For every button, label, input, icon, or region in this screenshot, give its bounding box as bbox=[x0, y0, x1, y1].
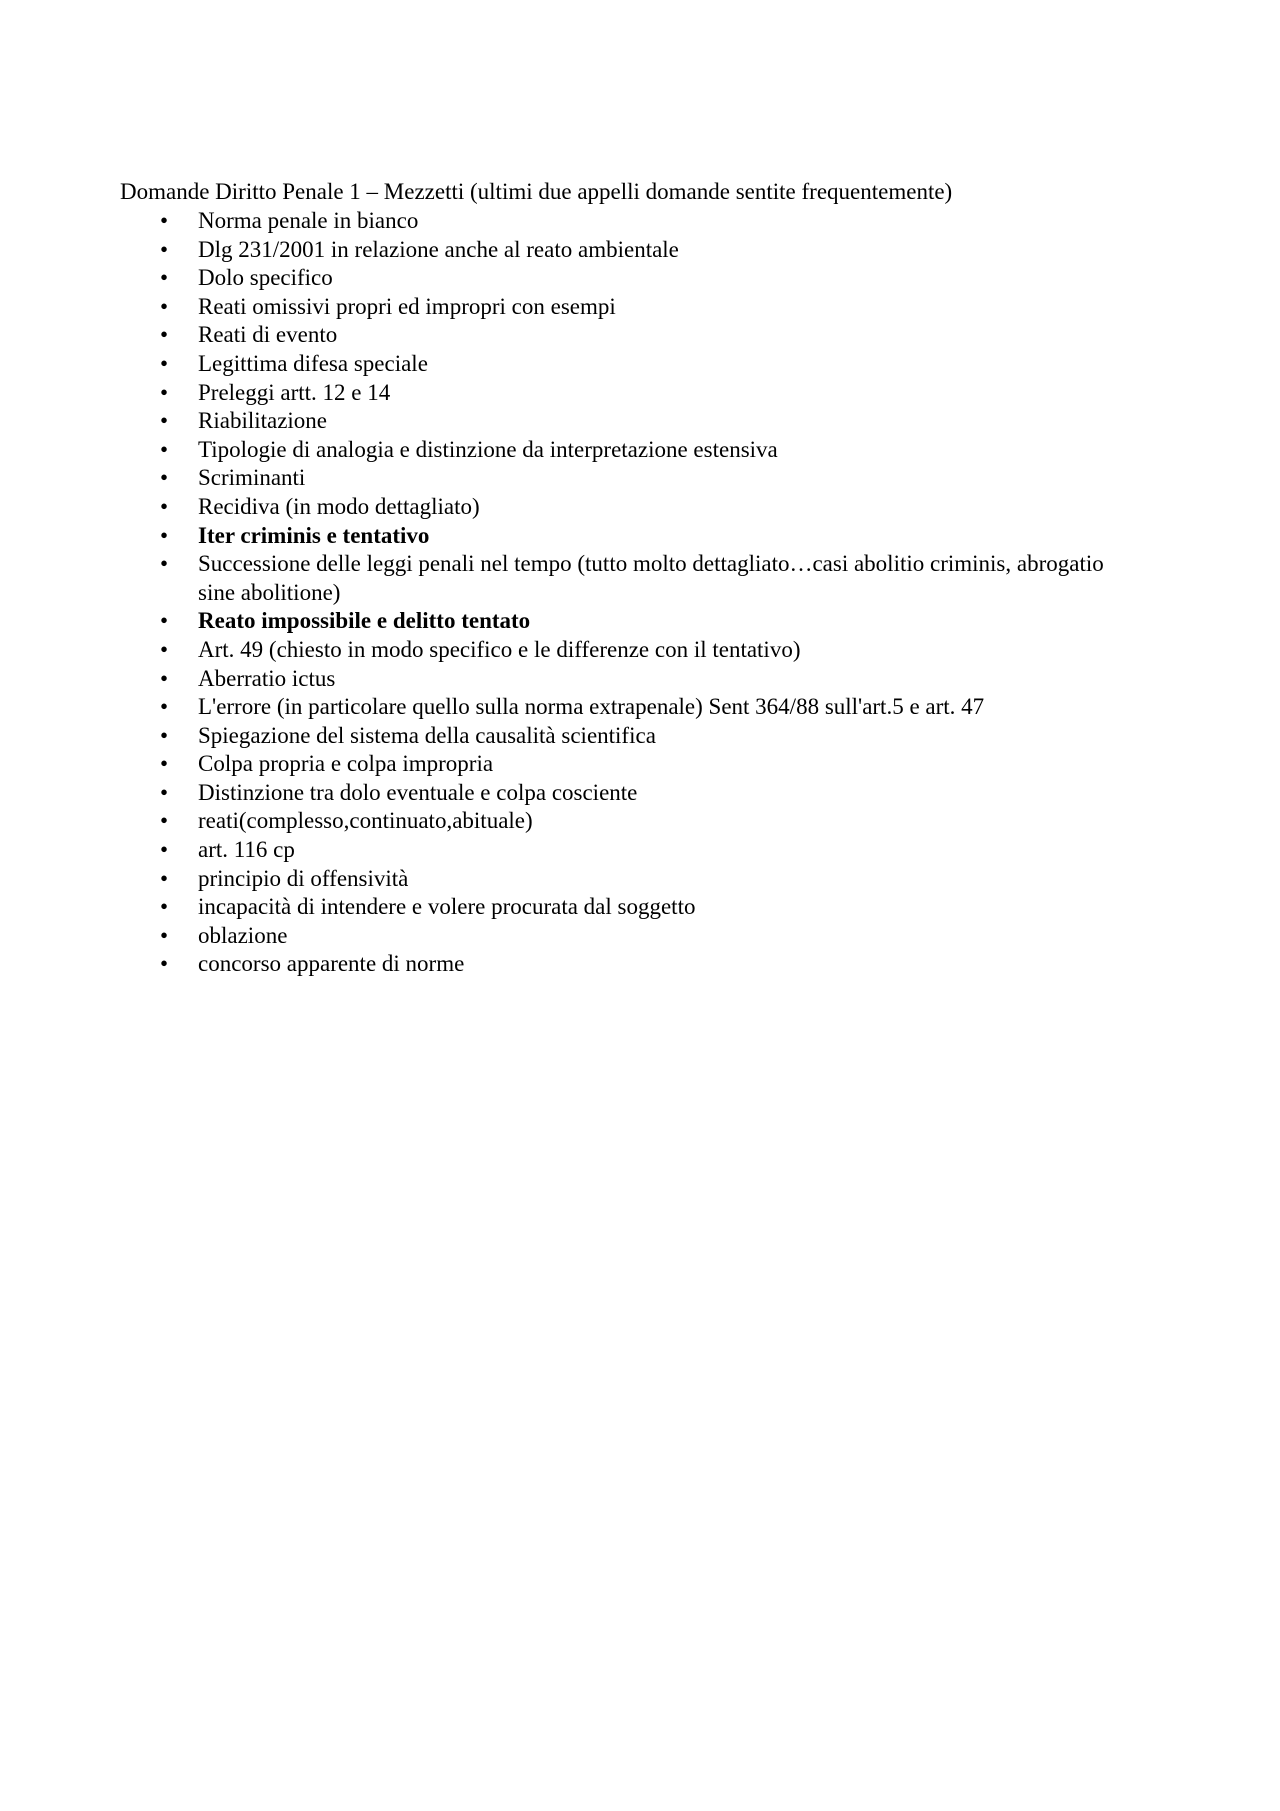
list-item bbox=[120, 836, 1140, 865]
list-item-text: Dolo specifico bbox=[198, 265, 333, 291]
list-item bbox=[120, 750, 1140, 779]
list-item bbox=[120, 636, 1140, 665]
list-item bbox=[120, 950, 1140, 979]
list-item-text: oblazione bbox=[198, 922, 288, 948]
bullet-icon: • bbox=[160, 493, 169, 519]
list-item bbox=[120, 236, 1140, 265]
list-item bbox=[120, 293, 1140, 322]
list-item-text: Scriminanti bbox=[198, 465, 306, 491]
list-item-text: reati(complesso,continuato,abituale) bbox=[198, 808, 533, 834]
list-item-text: Colpa propria e colpa impropria bbox=[198, 751, 494, 777]
bullet-icon: • bbox=[160, 208, 169, 233]
list-item-text: concorso apparente di norme bbox=[198, 951, 465, 977]
bullet-icon: • bbox=[160, 808, 169, 834]
list-item bbox=[120, 464, 1140, 493]
list-item bbox=[120, 807, 1140, 836]
list-item-text: Iter criminis e tentativo bbox=[198, 522, 430, 548]
list-item-text: Reati di evento bbox=[198, 322, 338, 348]
document-title: Domande Diritto Penale 1 – Mezzetti (ultimi due appelli domande sentite frequentemente) bbox=[120, 179, 953, 204]
list-item bbox=[120, 436, 1140, 465]
list-item-text: Recidiva (in modo dettagliato) bbox=[198, 493, 480, 519]
bullet-icon: • bbox=[160, 322, 169, 348]
list-item bbox=[120, 379, 1140, 408]
list-item bbox=[120, 922, 1140, 951]
list-item-text: principio di offensività bbox=[198, 865, 409, 891]
list-item bbox=[120, 407, 1140, 436]
list-item bbox=[120, 607, 1140, 636]
bullet-icon: • bbox=[160, 522, 169, 548]
bullet-icon: • bbox=[160, 408, 169, 434]
bullet-icon: • bbox=[160, 236, 169, 262]
bullet-icon: • bbox=[160, 350, 169, 376]
list-item bbox=[120, 350, 1140, 379]
question-list bbox=[120, 207, 1140, 979]
bullet-icon: • bbox=[160, 636, 169, 662]
list-item-text: Successione delle leggi penali nel tempo (tutto molto dettagliato…casi abolitio criminis, abrogatio sine abolitione) bbox=[198, 551, 1104, 605]
bullet-icon: • bbox=[160, 665, 169, 691]
list-item-text: Legittima difesa speciale bbox=[198, 350, 428, 376]
bullet-icon: • bbox=[160, 951, 169, 977]
list-item bbox=[120, 665, 1140, 694]
list-item-text: Reati omissivi propri ed impropri con esempi bbox=[198, 293, 616, 319]
bullet-icon: • bbox=[160, 608, 169, 634]
list-item-text: Aberratio ictus bbox=[198, 665, 336, 691]
bullet-icon: • bbox=[160, 894, 169, 920]
bullet-icon: • bbox=[160, 379, 169, 405]
list-item-text: incapacità di intendere e volere procurata dal soggetto bbox=[198, 894, 696, 920]
bullet-icon: • bbox=[160, 751, 169, 777]
bullet-icon: • bbox=[160, 722, 169, 748]
list-item-text: Tipologie di analogia e distinzione da interpretazione estensiva bbox=[198, 436, 778, 462]
bullet-icon: • bbox=[160, 551, 169, 577]
list-item bbox=[120, 722, 1140, 751]
list-item-text: Riabilitazione bbox=[198, 408, 328, 434]
list-item bbox=[120, 893, 1140, 922]
bullet-icon: • bbox=[160, 465, 169, 491]
list-item bbox=[120, 865, 1140, 894]
list-item bbox=[120, 693, 1140, 722]
list-item-text: art. 116 cp bbox=[198, 837, 295, 863]
list-item-text: L'errore (in particolare quello sulla norma extrapenale) Sent 364/88 sull'art.5 e art. 47 bbox=[198, 694, 985, 720]
list-item-text: Reato impossibile e delitto tentato bbox=[198, 608, 531, 634]
list-item-text: Spiegazione del sistema della causalità scientifica bbox=[198, 722, 656, 748]
bullet-icon: • bbox=[160, 436, 169, 462]
list-item-text: Preleggi artt. 12 e 14 bbox=[198, 379, 391, 405]
bullet-icon: • bbox=[160, 694, 169, 720]
list-item-text: Art. 49 (chiesto in modo specifico e le differenze con il tentativo) bbox=[198, 636, 801, 662]
list-item bbox=[120, 207, 1140, 236]
list-item bbox=[120, 264, 1140, 293]
list-item bbox=[120, 779, 1140, 808]
bullet-icon: • bbox=[160, 922, 169, 948]
list-item-text: Distinzione tra dolo eventuale e colpa cosciente bbox=[198, 779, 638, 805]
bullet-icon: • bbox=[160, 779, 169, 805]
list-item bbox=[120, 550, 1140, 607]
list-item bbox=[120, 522, 1140, 551]
list-item bbox=[120, 493, 1140, 522]
bullet-icon: • bbox=[160, 265, 169, 291]
bullet-icon: • bbox=[160, 865, 169, 891]
list-item-text: Norma penale in bianco bbox=[198, 208, 419, 233]
list-item-text: Dlg 231/2001 in relazione anche al reato ambientale bbox=[198, 236, 679, 262]
list-item bbox=[120, 321, 1140, 350]
bullet-icon: • bbox=[160, 837, 169, 863]
bullet-icon: • bbox=[160, 293, 169, 319]
